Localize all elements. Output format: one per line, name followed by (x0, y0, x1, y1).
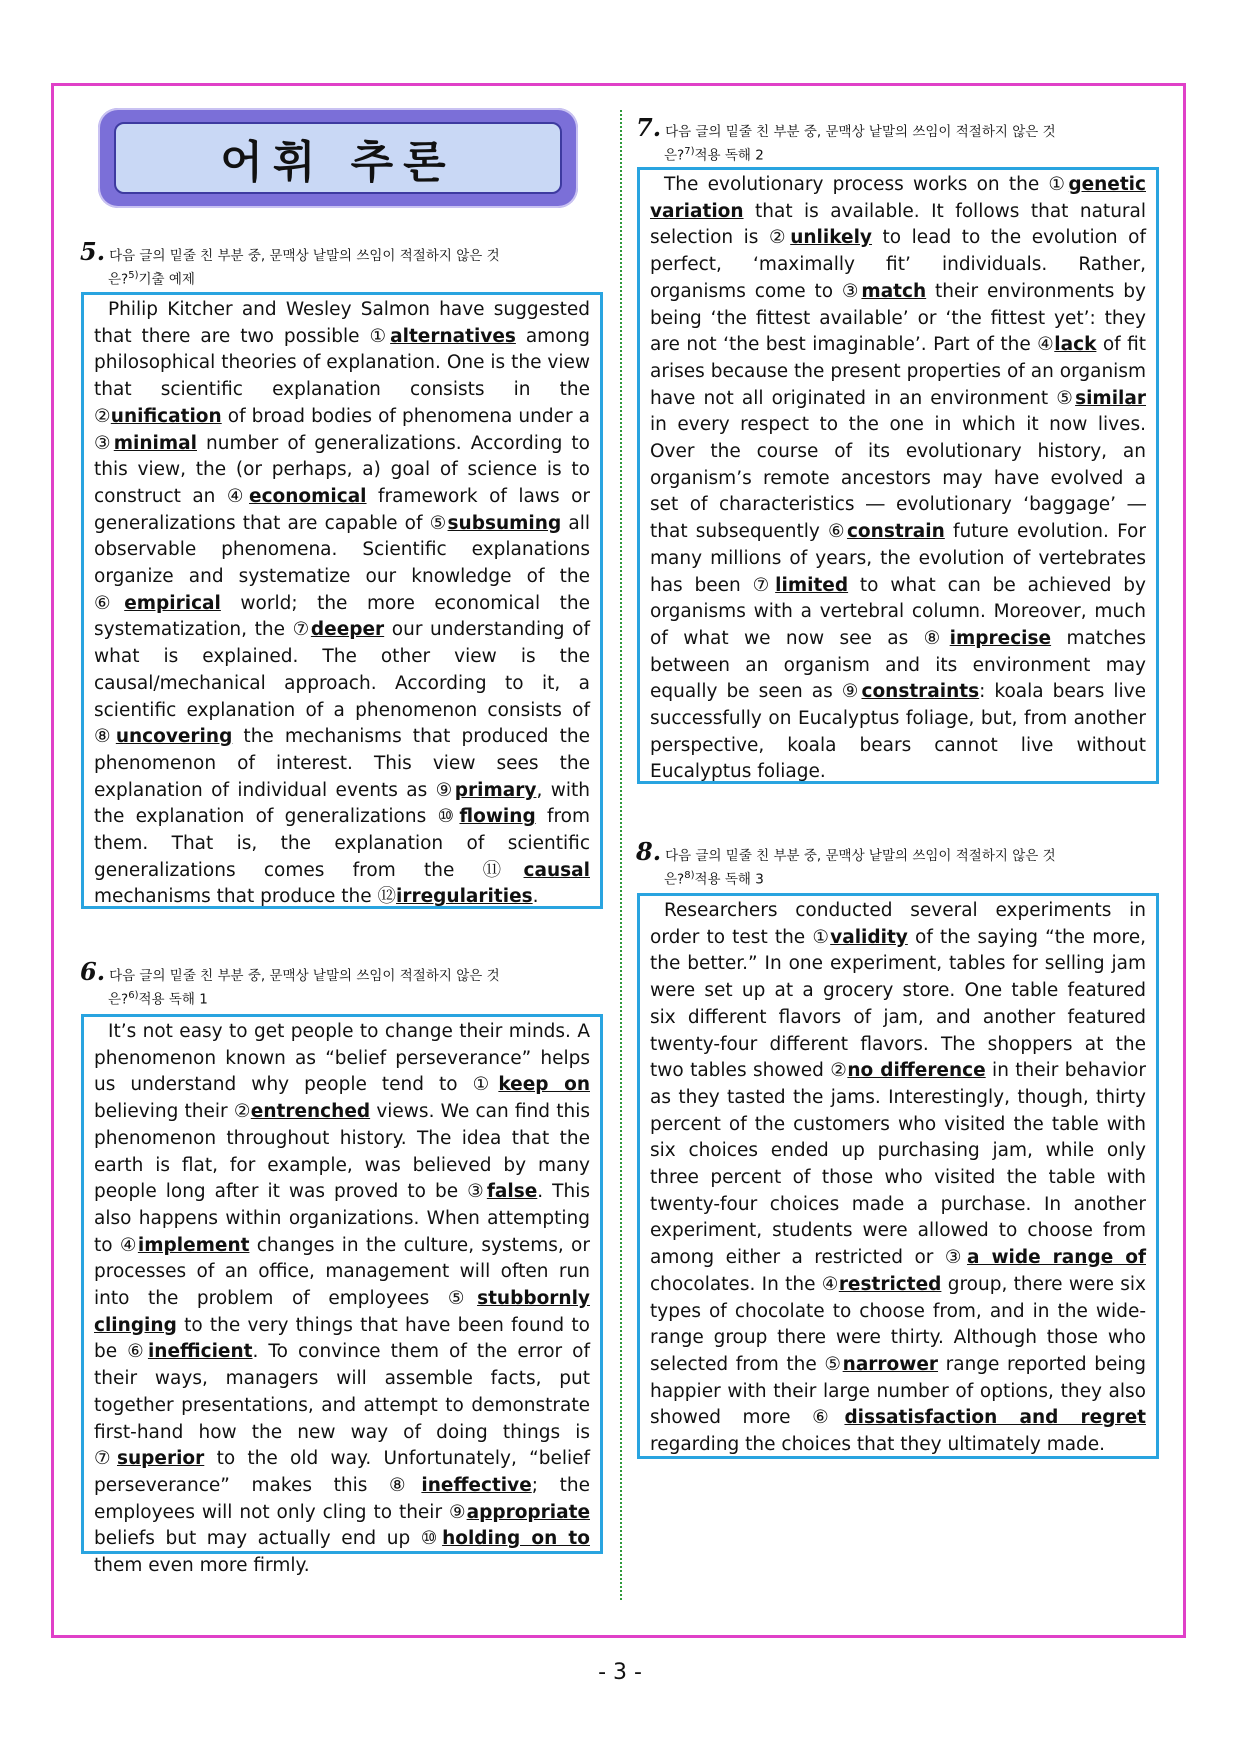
footnote-marker: 8) (684, 870, 695, 881)
question-number: 5. (80, 237, 106, 266)
question-prompt-tail: 은? (108, 271, 129, 288)
passage-text: It’s not easy to get people to change their minds. A phenomenon known as “belief perseverance” helps us understand why people tend to ①keep on believing their ②entrenched views. We can find this phenomenon throughout history. The idea that the earth is flat, for example, was believed by many people long after it was proved to be ③false. This also happens within organizations. When attempting to ④implement changes in the culture, systems, or processes of an office, management will often run into the problem of employees ⑤stubbornly clinging to the very things that have been found to be ⑥inefficient. To convince them of the error of their ways, managers will assemble facts, put together presentations, and attempt to demonstrate first-hand how the new way of doing things is ⑦superior to the old way. Unfortunately, “belief perseverance” makes this ⑧ineffective; the employees will not only cling to their ⑨appropriate beliefs but may actually end up ⑩holding on to them even more firmly. (94, 1021, 591, 1577)
question-7-passage (637, 167, 1159, 784)
question-source: 적용 독해 1 (138, 991, 208, 1008)
question-5-passage (81, 292, 603, 909)
section-title-banner (98, 108, 578, 208)
question-prompt-tail: 은? (108, 991, 129, 1008)
passage-text: Philip Kitcher and Wesley Salmon have suggested that there are two possible ①alternatives among philosophical theories of explanation. One is the view that scientific explanation consists in the ②unification of broad bodies of phenomena under a ③minimal number of generalizations. According to this view, the (or perhaps, a) goal of science is to construct an ④economical framework of laws or generalizations that are capable of ⑤subsuming all observable phenomena. Scientific explanations organize and systematize our knowledge of the ⑥empirical world; the more economical the systematization, the ⑦deeper our understanding of what is explained. The other view is the causal/mechanical approach. According to it, a scientific explanation of a phenomenon consists of ⑧uncovering the mechanisms that produced the phenomenon of interest. This view sees the explanation of individual events as ⑨primary, with the explanation of generalizations ⑩flowing from them. That is, the explanation of scientific generalizations comes from the ⑪causal mechanisms that produce the ⑫irregularities. (94, 299, 591, 908)
question-source: 적용 독해 3 (694, 871, 764, 888)
question-number: 7. (636, 113, 662, 142)
page-number: - 3 - (598, 1660, 642, 1685)
question-prompt: 다음 글의 밑줄 친 부분 중, 문맥상 낱말의 쓰임이 적절하지 않은 것 (109, 968, 500, 984)
question-prompt-tail: 은? (664, 871, 685, 888)
question-prompt: 다음 글의 밑줄 친 부분 중, 문맥상 낱말의 쓰임이 적절하지 않은 것 (109, 248, 500, 264)
question-5-header (80, 237, 602, 290)
question-source: 기출 예제 (138, 271, 195, 288)
question-prompt: 다음 글의 밑줄 친 부분 중, 문맥상 낱말의 쓰임이 적절하지 않은 것 (665, 124, 1056, 140)
passage-text: The evolutionary process works on the ①genetic variation that is available. It follows that natural selection is ②unlikely to lead to the evolution of perfect, ‘maximally fit’ individuals. Rather, organisms come to ③match their environments by being ‘the fittest available’ or ‘the fittest yet’: they are not ‘the best imaginable’. Part of the ④lack of fit arises because the present properties of an organism have not all originated in an environment ⑤similar in every respect to the one in which it now lives. Over the course of its evolutionary history, an organism’s remote ancestors may have evolved a set of characteristics ― evolutionary ‘baggage’ ― that subsequently ⑥constrain future evolution. For many millions of years, the evolution of vertebrates has been ⑦limited to what can be achieved by organisms with a vertebral column. Moreover, much of what we now see as ⑧imprecise matches between an organism and its environment may equally be seen as ⑨constraints: koala bears live successfully on Eucalyptus foliage, but, from another perspective, koala bears cannot live without Eucalyptus foliage. (650, 174, 1147, 783)
question-8-passage (637, 893, 1159, 1459)
question-number: 8. (636, 837, 662, 866)
question-8-header (636, 837, 1158, 890)
question-prompt: 다음 글의 밑줄 친 부분 중, 문맥상 낱말의 쓰임이 적절하지 않은 것 (665, 848, 1056, 864)
question-6-passage (81, 1014, 603, 1577)
question-source: 적용 독해 2 (694, 147, 764, 164)
question-7-header (636, 113, 1158, 166)
section-title: 어휘 추론 (220, 137, 456, 188)
footnote-marker: 6) (128, 990, 139, 1001)
passage-text: Researchers conducted several experiments in order to test the ①validity of the saying “the more, the better.” In one experiment, tables for selling jam were set up at a grocery store. One table featured six different flavors of jam, and another featured twenty-four different flavors. The shoppers at the two tables showed ②no difference in their behavior as they tasted the jams. Interestingly, though, thirty percent of the customers who visited the table with six choices ended up purchasing jam, while only three percent of those who visited the table with twenty-four choices made a purchase. In another experiment, students were allowed to choose from among either a restricted or ③a wide range of chocolates. In the ④restricted group, there were six types of chocolate to choose from, and in the wide-range group there were thirty. Although those who selected from the ⑤narrower range reported being happier with their large number of options, they also showed more ⑥dissatisfaction and regret regarding the choices that they ultimately made. (650, 900, 1147, 1456)
column-divider (620, 110, 622, 1600)
question-prompt-tail: 은? (664, 147, 685, 164)
footnote-marker: 5) (128, 270, 139, 281)
question-6-header (80, 957, 602, 1010)
footnote-marker: 7) (684, 146, 695, 157)
question-number: 6. (80, 957, 106, 986)
section-title-panel (114, 122, 562, 194)
